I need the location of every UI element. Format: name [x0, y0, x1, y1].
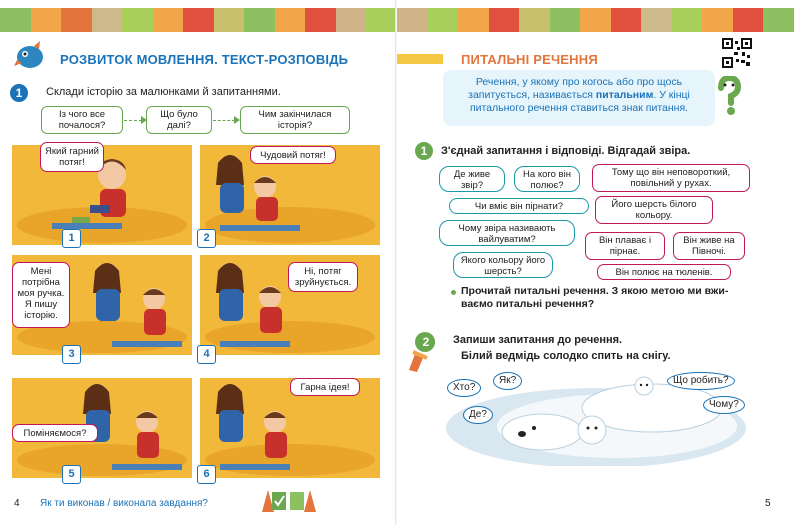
title-marker [397, 54, 443, 64]
stripe-segment [672, 8, 703, 32]
arrow-icon [213, 120, 235, 121]
story-question-box: Що було далі? [146, 106, 212, 134]
task-instruction: Запиши запитання до речення. [453, 334, 623, 346]
task-number: 1 [415, 142, 433, 160]
read-task-line: ваємо питальні речення? [461, 298, 595, 310]
color-stripes [397, 8, 794, 32]
speech-bubble: Поміняємося? [12, 424, 98, 442]
bullet-icon [451, 290, 456, 295]
stripe-segment [641, 8, 672, 32]
stripe-segment [733, 8, 764, 32]
stripe-segment [183, 8, 214, 32]
stripe-segment [366, 8, 397, 32]
question-box[interactable]: Де живе звір? [439, 166, 505, 192]
stripe-segment [153, 8, 184, 32]
stripe-segment [611, 8, 642, 32]
speech-bubble: Ні, потяг зруйнується. [288, 262, 358, 292]
picture-number: 6 [197, 465, 216, 484]
question-box[interactable]: На кого він полює? [514, 166, 580, 192]
stripe-segment [489, 8, 520, 32]
speech-bubble: Який гарний потяг! [40, 142, 104, 172]
question-word-bubble: Чому? [703, 396, 745, 414]
question-mark-icon [715, 76, 743, 116]
picture-number: 5 [62, 465, 81, 484]
stripe-segment [214, 8, 245, 32]
read-task [461, 285, 728, 311]
answer-box[interactable]: Він полює на тюленів. [597, 264, 731, 280]
answer-box[interactable]: Його шерсть білого кольору. [595, 196, 713, 224]
question-box[interactable]: Чи вміє він пірнати? [449, 198, 589, 214]
read-task-line: Прочитай питальні речення. З якою метою ми вжи- [461, 285, 729, 297]
stripe-segment [61, 8, 92, 32]
page-number: 4 [14, 498, 20, 509]
page-title: РОЗВИТОК МОВЛЕННЯ. ТЕКСТ-РОЗПОВІДЬ [60, 52, 349, 67]
stripe-segment [336, 8, 367, 32]
self-assessment-icon [256, 486, 320, 514]
stripe-segment [0, 8, 31, 32]
right-page [397, 0, 794, 525]
answer-box[interactable]: Він живе на Півночі. [673, 232, 745, 260]
question-box[interactable]: Якого кольору його шерсть? [453, 252, 553, 278]
question-word-bubble: Що робить? [667, 372, 735, 390]
stripe-segment [428, 8, 459, 32]
stripe-segment [122, 8, 153, 32]
rule-box [443, 70, 715, 126]
question-word-bubble: Де? [463, 406, 493, 424]
arrow-icon [124, 120, 142, 121]
question-word-bubble: Хто? [447, 379, 481, 397]
stripe-segment [550, 8, 581, 32]
mascot-icon [14, 40, 46, 70]
qr-code-icon[interactable] [722, 38, 752, 68]
example-sentence: Білий ведмідь солодко спить на снігу. [461, 350, 671, 362]
task-number: 1 [10, 84, 28, 102]
stripe-segment [763, 8, 794, 32]
stripe-segment [244, 8, 275, 32]
stripe-segment [702, 8, 733, 32]
stripe-segment [580, 8, 611, 32]
stripe-segment [92, 8, 123, 32]
speech-bubble: Гарна ідея! [290, 378, 360, 396]
stripe-segment [458, 8, 489, 32]
stripe-segment [305, 8, 336, 32]
story-question-box: Чим закінчилася історія? [240, 106, 350, 134]
picture-number: 2 [197, 229, 216, 248]
stripe-segment [31, 8, 62, 32]
page-title: ПИТАЛЬНІ РЕЧЕННЯ [461, 52, 598, 67]
stripe-segment [519, 8, 550, 32]
picture-number: 4 [197, 345, 216, 364]
stripe-segment [275, 8, 306, 32]
rule-text-end: . У кінці питального речення ставиться знак питання. [469, 89, 690, 114]
stripe-segment [397, 8, 428, 32]
answer-box[interactable]: Тому що він неповороткий, повільний у рухах. [592, 164, 750, 192]
question-word-bubble: Як? [493, 372, 522, 390]
page-number: 5 [765, 498, 771, 509]
answer-box[interactable]: Він плаває і пірнає. [585, 232, 665, 260]
task-instruction: З'єднай запитання і відповіді. Відгадай звіра. [441, 145, 691, 157]
rule-term: питальним [595, 89, 654, 101]
speech-bubble: Чудовий потяг! [250, 146, 336, 164]
color-stripes [0, 8, 397, 32]
speech-bubble: Мені потрібна моя ручка. Я пишу історію. [12, 262, 70, 328]
task-instruction: Склади історію за малюнками й запитаннями. [46, 86, 281, 98]
rule-text: Речення, у якому про когось або про щось запитується, називається [468, 76, 683, 101]
picture-number: 1 [62, 229, 81, 248]
question-box[interactable]: Чому звіра називають вайлуватим? [439, 220, 575, 246]
task-number: 2 [417, 333, 435, 351]
story-question-box: Із чого все почалося? [41, 106, 123, 134]
picture-number: 3 [62, 345, 81, 364]
self-check-question: Як ти виконав / виконала завдання? [40, 498, 208, 509]
